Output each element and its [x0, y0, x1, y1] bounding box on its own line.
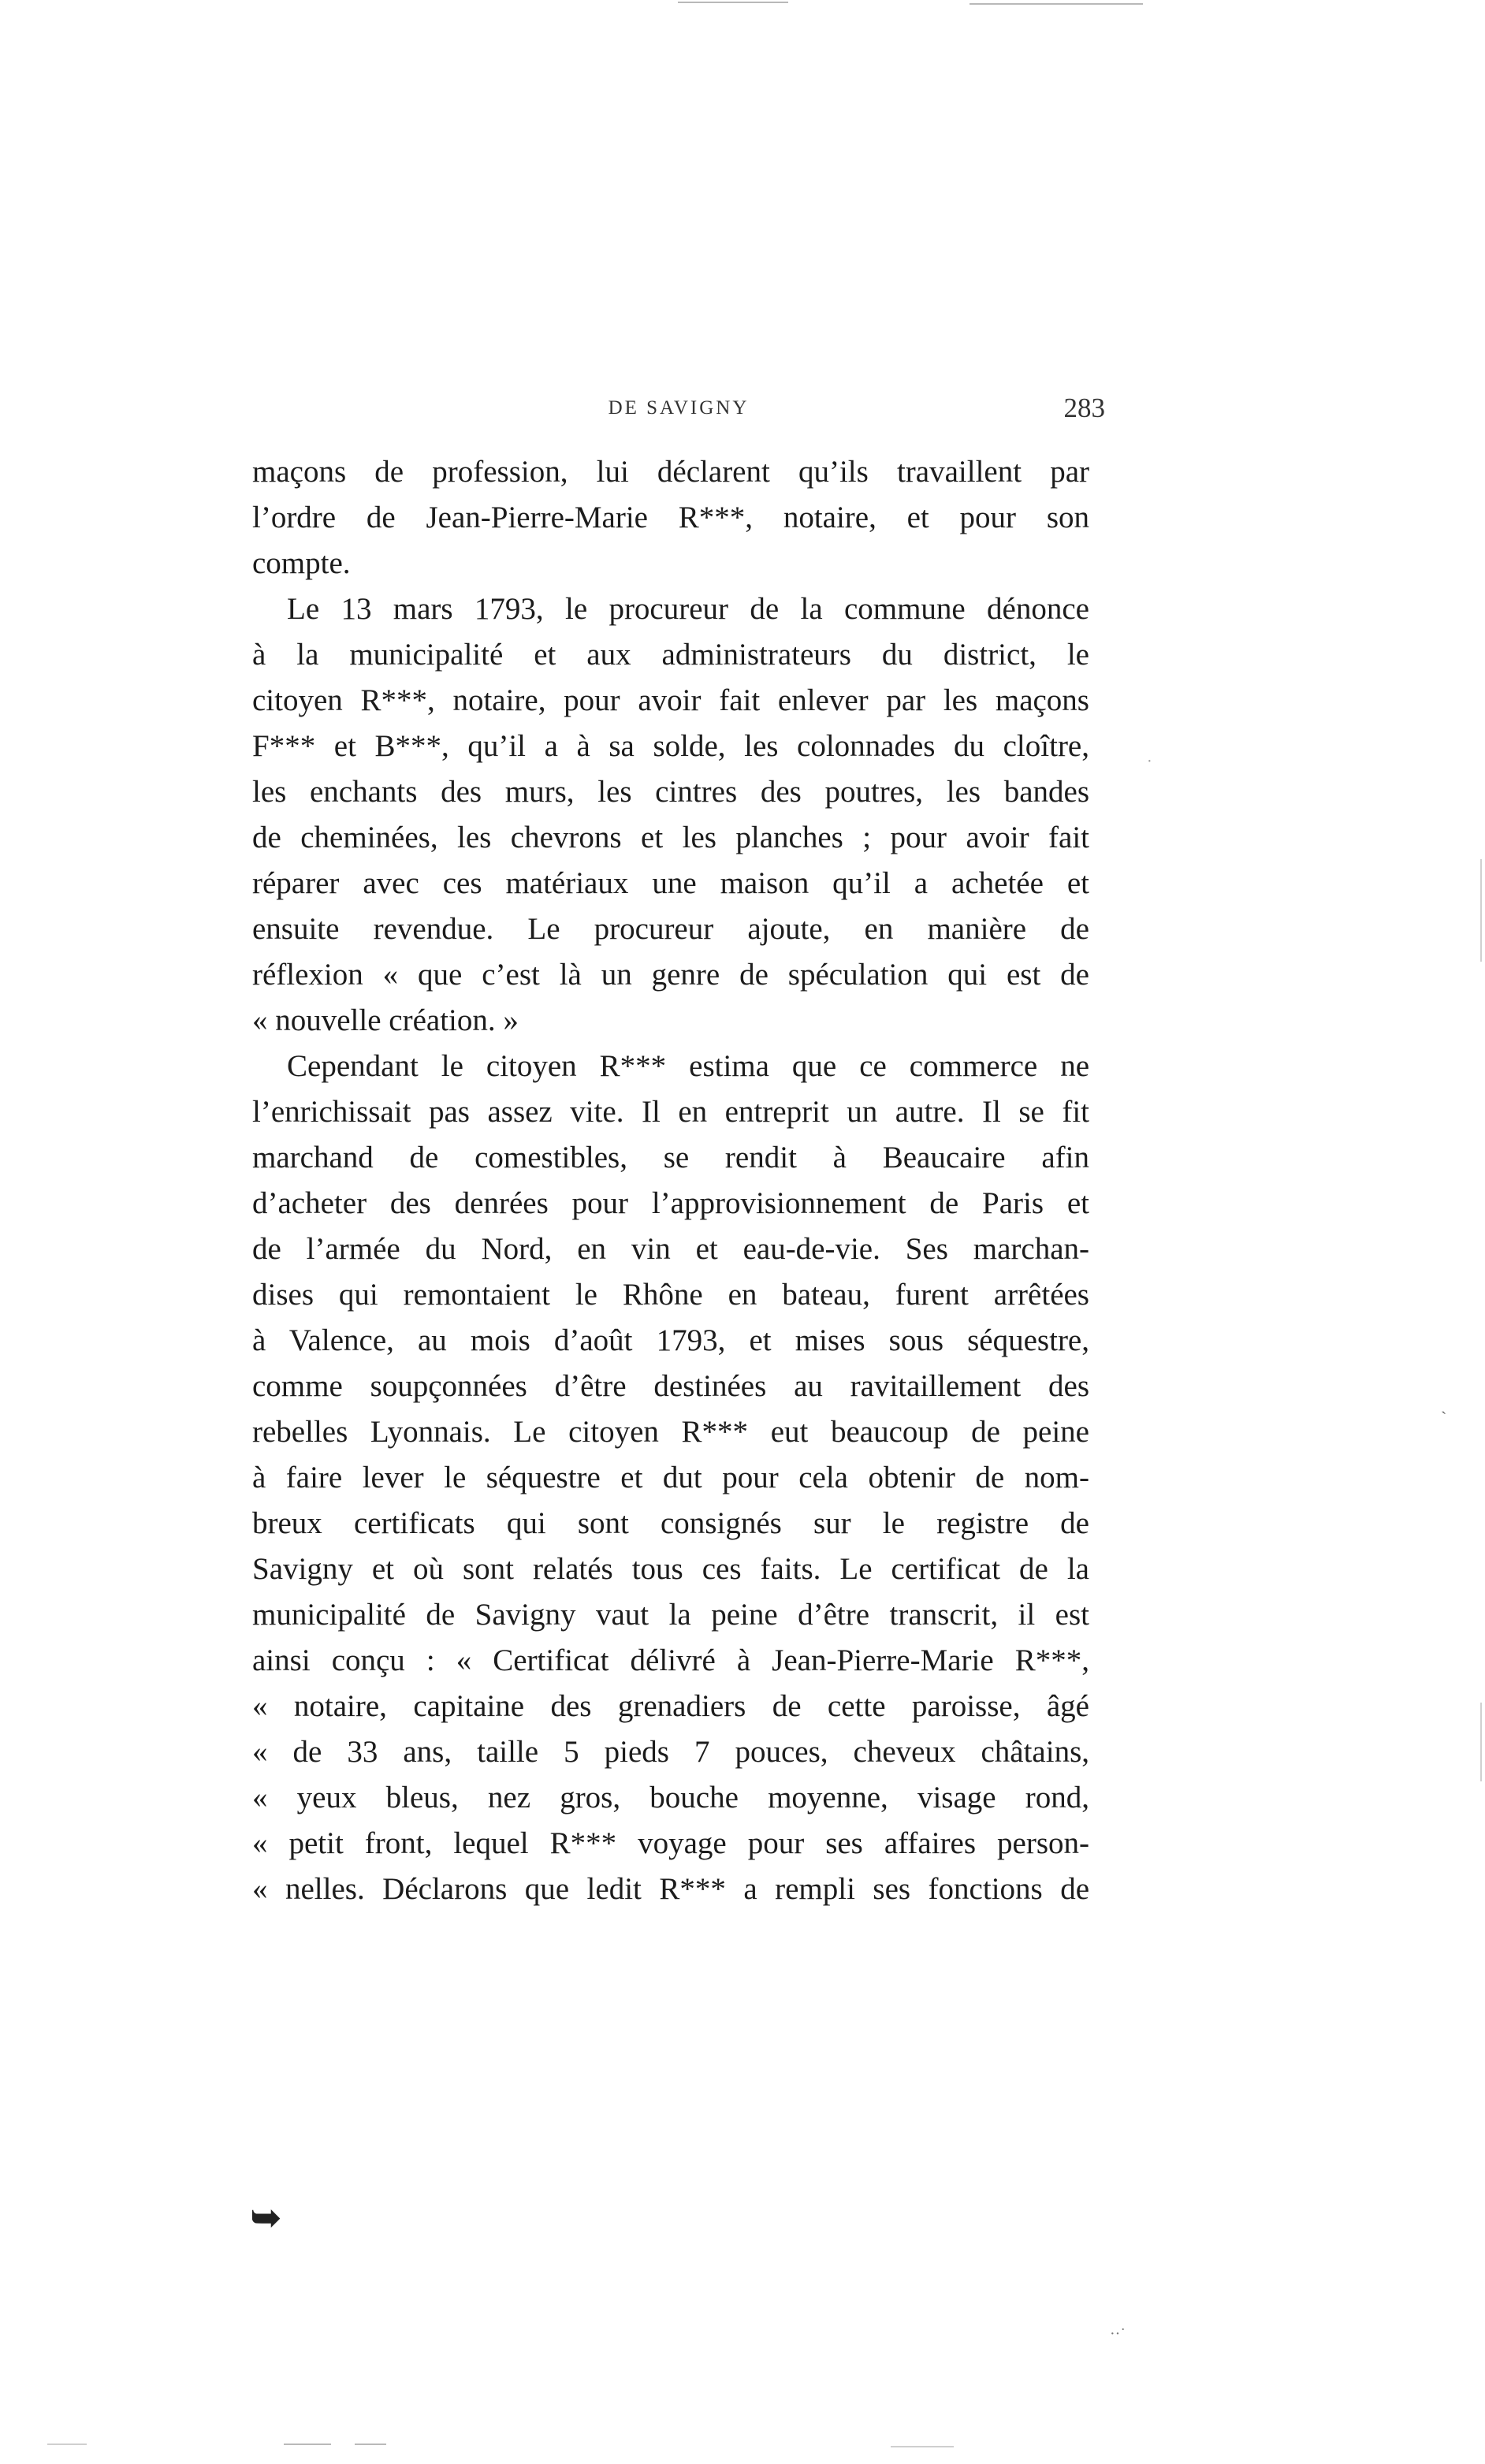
text-line: Cependant le citoyen R*** estima que ce commerce ne	[287, 1049, 1089, 1083]
text-line: de l’armée du Nord, en vin et eau-de-vie. Ses marchan-	[252, 1232, 1089, 1266]
text-line: breux certificats qui sont consignés sur le registre de	[252, 1506, 1089, 1540]
text-line: l’ordre de Jean-Pierre-Marie R***, notaire, et pour son	[252, 501, 1089, 534]
speck-mark-icon: ˋ	[1441, 1408, 1447, 1427]
text-line: de cheminées, les chevrons et les planches ; pour avoir fait	[252, 821, 1089, 854]
scan-edge-line	[970, 3, 1143, 5]
scan-edge-line	[355, 2444, 386, 2445]
text-line: d’acheter des denrées pour l’approvisionnement de Paris et	[252, 1186, 1089, 1220]
text-line: F*** et B***, qu’il a à sa solde, les colonnades du cloître,	[252, 729, 1089, 763]
scan-edge-line	[284, 2444, 331, 2445]
text-line: ainsi conçu : « Certificat délivré à Jean-Pierre-Marie R***,	[252, 1643, 1089, 1677]
text-line: comme soupçonnées d’être destinées au ravitaillement des	[252, 1369, 1089, 1403]
speck-mark-icon: ··˙	[1110, 2325, 1126, 2343]
text-line: municipalité de Savigny vaut la peine d’être transcrit, il est	[252, 1598, 1089, 1632]
body-text	[252, 449, 1089, 1912]
scan-edge-line	[891, 2446, 954, 2447]
text-line: « nouvelle création. »	[252, 1003, 519, 1037]
text-line: Le 13 mars 1793, le procureur de la commune dénonce	[287, 592, 1089, 626]
text-line: citoyen R***, notaire, pour avoir fait enlever par les maçons	[252, 683, 1089, 717]
text-line: compte.	[252, 546, 351, 580]
text-line: réflexion « que c’est là un genre de spéculation qui est de	[252, 958, 1089, 992]
text-line: ensuite revendue. Le procureur ajoute, en manière de	[252, 912, 1089, 946]
text-line: Savigny et où sont relatés tous ces faits. Le certificat de la	[252, 1552, 1089, 1586]
text-line: maçons de profession, lui déclarent qu’ils travaillent par	[252, 455, 1089, 489]
speck-mark-icon: ·	[1147, 753, 1152, 770]
text-line: à faire lever le séquestre et dut pour cela obtenir de nom-	[252, 1461, 1089, 1494]
text-line: « yeux bleus, nez gros, bouche moyenne, visage rond,	[252, 1781, 1089, 1815]
scan-side-mark	[1480, 859, 1482, 962]
text-line: réparer avec ces matériaux une maison qu’il a achetée et	[252, 866, 1089, 900]
text-line: marchand de comestibles, se rendit à Beaucaire afin	[252, 1141, 1089, 1174]
text-line: « nelles. Déclarons que ledit R*** a rempli ses fonctions de	[252, 1872, 1089, 1906]
page-number: 283	[1063, 393, 1105, 423]
text-line: « de 33 ans, taille 5 pieds 7 pouces, cheveux châtains,	[252, 1735, 1089, 1769]
running-title: DE SAVIGNY	[608, 397, 750, 419]
text-line: dises qui remontaient le Rhône en bateau, furent arrêtées	[252, 1278, 1089, 1312]
text-line: « notaire, capitaine des grenadiers de cette paroisse, âgé	[252, 1689, 1089, 1723]
scan-edge-line	[678, 2, 788, 3]
running-head	[252, 393, 1105, 424]
scan-edge-line	[47, 2444, 87, 2445]
text-line: à la municipalité et aux administrateurs du district, le	[252, 638, 1089, 672]
text-line: à Valence, au mois d’août 1793, et mises sous séquestre,	[252, 1323, 1089, 1357]
text-line: rebelles Lyonnais. Le citoyen R*** eut beaucoup de peine	[252, 1415, 1089, 1449]
text-line: « petit front, lequel R*** voyage pour ses affaires person-	[252, 1826, 1089, 1860]
text-line: l’enrichissait pas assez vite. Il en entreprit un autre. Il se fit	[252, 1095, 1089, 1129]
scan-side-mark	[1480, 1703, 1482, 1781]
text-line: les enchants des murs, les cintres des poutres, les bandes	[252, 775, 1089, 809]
ink-mark-icon: ➥	[251, 2198, 281, 2238]
